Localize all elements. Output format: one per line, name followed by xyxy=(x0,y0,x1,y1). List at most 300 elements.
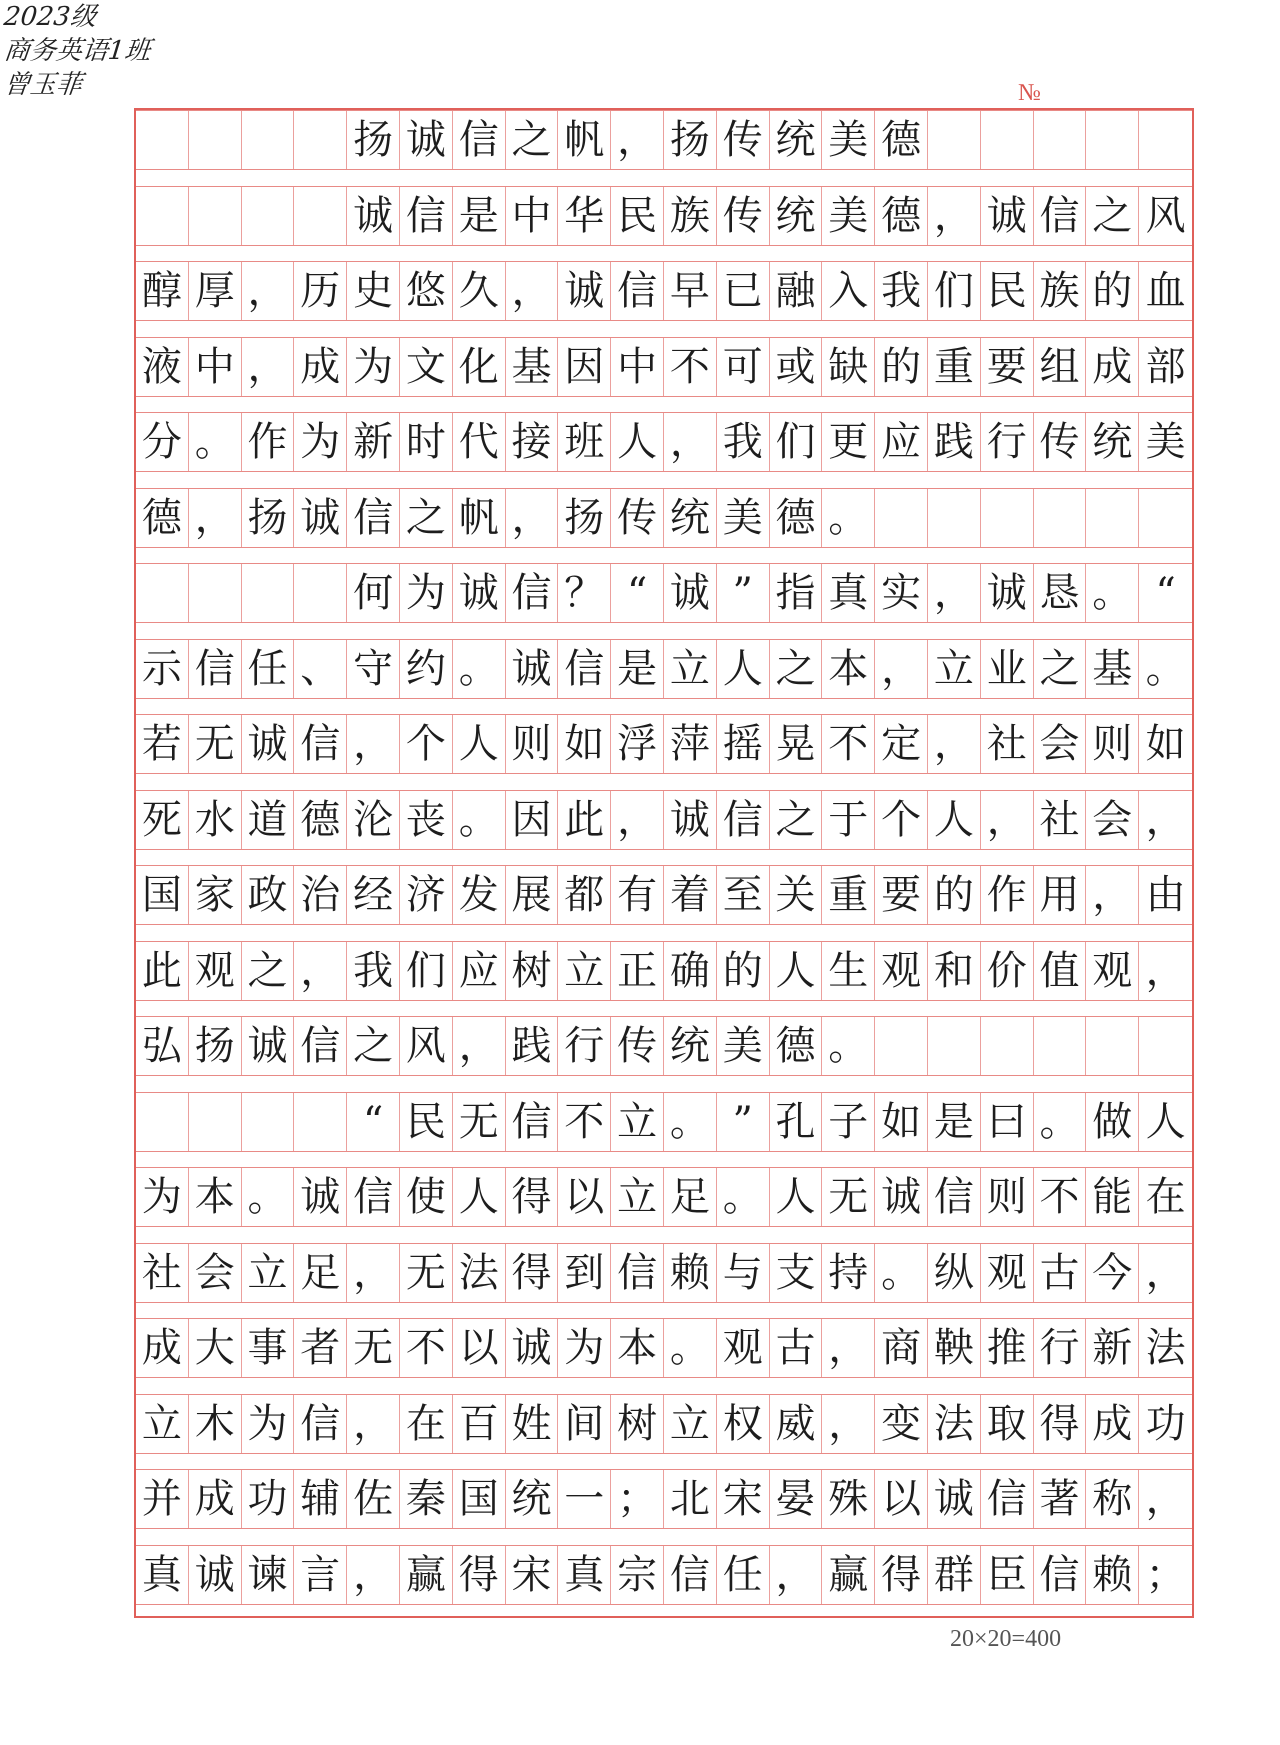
grid-cell: 诚 xyxy=(453,564,506,622)
grid-cell: 古 xyxy=(770,1319,823,1377)
grid-cell: 足 xyxy=(664,1168,717,1226)
grid-cell: 无 xyxy=(453,1093,506,1151)
grid-cell: 观 xyxy=(189,942,242,1000)
grid-cell: 重 xyxy=(822,866,875,924)
grid-cell: 由 xyxy=(1145,872,1186,918)
grid-cell: 如 xyxy=(1145,721,1186,767)
grid-cell: 言 xyxy=(294,1546,347,1604)
grid-cell: 液 xyxy=(136,338,189,396)
grid-cell: 之 xyxy=(400,489,453,547)
grid-cell: 可 xyxy=(717,338,770,396)
grid-cell: 为 xyxy=(242,1395,295,1453)
grid-cell: 风 xyxy=(1145,192,1186,239)
grid-cell: 做 xyxy=(1086,1093,1139,1151)
grid-cell: 诚 xyxy=(506,1319,559,1377)
grid-cell: 扬 xyxy=(664,111,717,169)
grid-cell: ， xyxy=(822,1319,875,1377)
grid-cell: 实 xyxy=(875,564,928,622)
grid-cell: 诚 xyxy=(242,715,295,773)
grid-cell: 信 xyxy=(294,715,347,773)
grid-cell: 确 xyxy=(664,942,717,1000)
grid-cell xyxy=(1086,111,1139,169)
grid-cell: 诚 xyxy=(981,564,1034,622)
grid-cell: 观 xyxy=(981,1244,1034,1302)
grid-cell: 诚 xyxy=(189,1546,242,1604)
grid-cell: 民 xyxy=(611,187,664,245)
grid-cell: 族 xyxy=(1034,262,1087,320)
grid-cell: 诚 xyxy=(928,1470,981,1528)
grid-cell: 示 xyxy=(136,640,189,698)
grid-row xyxy=(136,261,1192,321)
grid-cell: ？ xyxy=(558,564,611,622)
grid-cell: 成 xyxy=(1086,1395,1139,1453)
grid-cell: 北 xyxy=(664,1470,717,1528)
grid-cell: 赖 xyxy=(664,1244,717,1302)
grid-cell: 作 xyxy=(981,866,1034,924)
grid-cell: 足 xyxy=(294,1244,347,1302)
grid-cell: 诚 xyxy=(294,489,347,547)
grid-cell: 扬 xyxy=(347,111,400,169)
grid-cell: 社 xyxy=(981,715,1034,773)
grid-cell: 族 xyxy=(664,187,717,245)
grid-cell: 得 xyxy=(875,1546,928,1604)
grid-cell xyxy=(189,1093,242,1151)
grid-cell: 会 xyxy=(1086,791,1139,849)
grid-cell: 为 xyxy=(136,1168,189,1226)
grid-cell: 之 xyxy=(347,1017,400,1075)
grid-cell: 。 xyxy=(664,1319,717,1377)
grid-cell: 百 xyxy=(453,1395,506,1453)
grid-cell: ” xyxy=(717,564,770,622)
grid-cell: ， xyxy=(1086,866,1139,924)
grid-cell: 定 xyxy=(875,715,928,773)
grid-cell: 丧 xyxy=(400,791,453,849)
grid-cell: 任 xyxy=(242,640,295,698)
grid-row xyxy=(136,563,1192,623)
grid-cell: 。 xyxy=(242,1168,295,1226)
grid-cell xyxy=(1139,111,1192,169)
grid-cell xyxy=(189,187,242,245)
grid-cell: 应 xyxy=(453,942,506,1000)
grid-cell: 则 xyxy=(1086,715,1139,773)
grid-cell: 臣 xyxy=(981,1546,1034,1604)
grid-cell: 得 xyxy=(506,1244,559,1302)
grid-cell xyxy=(1086,1017,1139,1075)
grid-cell: 立 xyxy=(611,1093,664,1151)
composition-grid xyxy=(134,108,1194,1618)
grid-cell: 晏 xyxy=(770,1470,823,1528)
grid-cell: 成 xyxy=(294,338,347,396)
grid-cell: 德 xyxy=(136,489,189,547)
grid-cell: 信 xyxy=(189,640,242,698)
grid-cell: 应 xyxy=(875,413,928,471)
grid-cell xyxy=(928,111,981,169)
grid-cell: 信 xyxy=(611,1244,664,1302)
grid-cell: 关 xyxy=(770,866,823,924)
grid-cell xyxy=(136,187,189,245)
grid-cell: 信 xyxy=(453,111,506,169)
grid-cell xyxy=(1034,489,1087,547)
grid-cell: 信 xyxy=(717,791,770,849)
grid-cell: 作 xyxy=(242,413,295,471)
grid-cell: 美 xyxy=(822,111,875,169)
grid-cell: 更 xyxy=(822,413,875,471)
grid-cell xyxy=(189,564,242,622)
grid-cell: ； xyxy=(1145,1551,1186,1598)
grid-cell: 曰 xyxy=(981,1093,1034,1151)
grid-cell: 业 xyxy=(981,640,1034,698)
grid-cell: 德 xyxy=(770,1017,823,1075)
sheet-number-mark: № xyxy=(1018,80,1041,106)
grid-cell: 传 xyxy=(1034,413,1087,471)
grid-cell: 能 xyxy=(1086,1168,1139,1226)
grid-cell: 传 xyxy=(717,111,770,169)
grid-row xyxy=(136,1545,1192,1605)
grid-cell: 经 xyxy=(347,866,400,924)
grid-cell: 真 xyxy=(822,564,875,622)
grid-row xyxy=(136,488,1192,548)
grid-row xyxy=(136,941,1192,1001)
grid-cell: ， xyxy=(611,111,664,169)
grid-cell: 信 xyxy=(1034,187,1087,245)
grid-cell: 信 xyxy=(347,489,400,547)
grid-cell xyxy=(1034,111,1087,169)
grid-cell: 。 xyxy=(875,1244,928,1302)
grid-cell: 已 xyxy=(717,262,770,320)
grid-cell: 要 xyxy=(875,866,928,924)
grid-cell: 法 xyxy=(453,1244,506,1302)
grid-cell: 化 xyxy=(453,338,506,396)
grid-row xyxy=(136,1469,1192,1529)
grid-cell xyxy=(1086,489,1139,547)
grid-cell: 德 xyxy=(770,489,823,547)
grid-cell: 因 xyxy=(506,791,559,849)
grid-cell: 树 xyxy=(506,942,559,1000)
grid-cell: 人 xyxy=(453,715,506,773)
grid-cell: 与 xyxy=(717,1244,770,1302)
grid-cell: 诚 xyxy=(664,564,717,622)
grid-cell: 萍 xyxy=(664,715,717,773)
grid-cell: 久 xyxy=(453,262,506,320)
grid-cell xyxy=(875,489,928,547)
grid-cell: ， xyxy=(347,1395,400,1453)
grid-cell: 无 xyxy=(347,1319,400,1377)
grid-cell: 任 xyxy=(717,1546,770,1604)
grid-cell: 信 xyxy=(294,1017,347,1075)
author-note xyxy=(4,0,194,102)
grid-cell: 何 xyxy=(347,564,400,622)
grid-cell: 约 xyxy=(400,640,453,698)
grid-cell: 成 xyxy=(136,1319,189,1377)
grid-cell: 、 xyxy=(294,640,347,698)
grid-cell: 我 xyxy=(875,262,928,320)
grid-cell: 。 xyxy=(1034,1093,1087,1151)
grid-cell: 中 xyxy=(611,338,664,396)
grid-cell: 得 xyxy=(506,1168,559,1226)
grid-cell: 德 xyxy=(875,111,928,169)
grid-cell xyxy=(981,489,1034,547)
grid-cell: 诚 xyxy=(347,187,400,245)
grid-row xyxy=(136,714,1192,774)
grid-cell: 。 xyxy=(822,489,875,547)
grid-cell: 真 xyxy=(136,1546,189,1604)
grid-row xyxy=(136,1092,1192,1152)
grid-cell: 此 xyxy=(136,942,189,1000)
grid-cell xyxy=(242,187,295,245)
grid-cell: 价 xyxy=(981,942,1034,1000)
grid-cell: 早 xyxy=(664,262,717,320)
grid-cell: 权 xyxy=(717,1395,770,1453)
grid-cell: 谏 xyxy=(242,1546,295,1604)
grid-cell: 新 xyxy=(347,413,400,471)
grid-cell: 法 xyxy=(1145,1325,1186,1371)
grid-cell: 并 xyxy=(136,1470,189,1528)
grid-cell: 立 xyxy=(242,1244,295,1302)
grid-cell xyxy=(294,1093,347,1151)
grid-cell: 基 xyxy=(506,338,559,396)
grid-cell: 诚 xyxy=(242,1017,295,1075)
grid-cell: 本 xyxy=(611,1319,664,1377)
grid-cell: 血 xyxy=(1145,268,1186,314)
grid-cell: 因 xyxy=(558,338,611,396)
grid-cell: 之 xyxy=(506,111,559,169)
grid-cell: 立 xyxy=(664,640,717,698)
grid-cell: 扬 xyxy=(242,489,295,547)
grid-cell: ， xyxy=(242,262,295,320)
grid-cell: 立 xyxy=(664,1395,717,1453)
grid-cell: 美 xyxy=(717,489,770,547)
grid-cell xyxy=(875,1017,928,1075)
grid-cell: 社 xyxy=(136,1244,189,1302)
grid-cell: 信 xyxy=(928,1168,981,1226)
grid-cell: 之 xyxy=(770,791,823,849)
grid-cell: 们 xyxy=(928,262,981,320)
grid-cell: 传 xyxy=(611,1017,664,1075)
grid-cell: 沦 xyxy=(347,791,400,849)
grid-cell xyxy=(294,187,347,245)
grid-cell: 以 xyxy=(875,1470,928,1528)
grid-cell: 浮 xyxy=(611,715,664,773)
grid-cell: 缺 xyxy=(822,338,875,396)
grid-cell: 使 xyxy=(400,1168,453,1226)
grid-cell: 恳 xyxy=(1034,564,1087,622)
grid-cell: 历 xyxy=(294,262,347,320)
grid-cell: 我 xyxy=(347,942,400,1000)
grid-cell: 信 xyxy=(558,640,611,698)
grid-row xyxy=(136,110,1192,170)
grid-cell xyxy=(242,111,295,169)
grid-cell: 不 xyxy=(558,1093,611,1151)
grid-row xyxy=(136,1318,1192,1378)
grid-cell: 宋 xyxy=(717,1470,770,1528)
grid-cell: 功 xyxy=(1145,1400,1186,1447)
grid-cell: 以 xyxy=(558,1168,611,1226)
grid-cell: 统 xyxy=(1086,413,1139,471)
grid-cell: 美 xyxy=(822,187,875,245)
grid-cell: 践 xyxy=(506,1017,559,1075)
grid-cell: ， xyxy=(347,715,400,773)
grid-cell: 立 xyxy=(136,1395,189,1453)
grid-cell: 赢 xyxy=(822,1546,875,1604)
grid-cell: ， xyxy=(928,187,981,245)
grid-cell: 值 xyxy=(1034,942,1087,1000)
grid-cell: 时 xyxy=(400,413,453,471)
grid-cell: 传 xyxy=(717,187,770,245)
grid-cell: 民 xyxy=(400,1093,453,1151)
grid-cell: 持 xyxy=(822,1244,875,1302)
grid-cell: 观 xyxy=(717,1319,770,1377)
grid-cell: 守 xyxy=(347,640,400,698)
grid-cell: 人 xyxy=(717,640,770,698)
grid-cell: 或 xyxy=(770,338,823,396)
grid-cell: 是 xyxy=(453,187,506,245)
grid-cell: 治 xyxy=(294,866,347,924)
grid-cell: 班 xyxy=(558,413,611,471)
grid-cell: 行 xyxy=(981,413,1034,471)
grid-cell: 济 xyxy=(400,866,453,924)
grid-cell: 传 xyxy=(611,489,664,547)
grid-cell: ， xyxy=(1145,1249,1186,1296)
grid-cell: “ xyxy=(1155,570,1176,616)
grid-cell: 本 xyxy=(189,1168,242,1226)
grid-cell xyxy=(981,111,1034,169)
grid-cell: ” xyxy=(717,1093,770,1151)
grid-cell: ， xyxy=(189,489,242,547)
grid-cell: 成 xyxy=(1086,338,1139,396)
grid-cell: 基 xyxy=(1086,640,1139,698)
grid-cell: 威 xyxy=(770,1395,823,1453)
grid-cell: 重 xyxy=(928,338,981,396)
grid-cell: 诚 xyxy=(400,111,453,169)
grid-cell: “ xyxy=(611,564,664,622)
grid-cell: 道 xyxy=(242,791,295,849)
grid-cell: 诚 xyxy=(981,187,1034,245)
grid-cell: 中 xyxy=(189,338,242,396)
grid-cell: 之 xyxy=(1086,187,1139,245)
grid-cell: 子 xyxy=(822,1093,875,1151)
grid-cell: 成 xyxy=(189,1470,242,1528)
grid-cell: ， xyxy=(822,1395,875,1453)
grid-cell: 中 xyxy=(506,187,559,245)
grid-cell: ， xyxy=(875,640,928,698)
grid-cell xyxy=(189,111,242,169)
grid-cell: 行 xyxy=(1034,1319,1087,1377)
grid-cell: 信 xyxy=(1034,1546,1087,1604)
grid-cell: ， xyxy=(294,942,347,1000)
grid-cell: 支 xyxy=(770,1244,823,1302)
grid-cell: ， xyxy=(242,338,295,396)
grid-cell: 摇 xyxy=(717,715,770,773)
grid-cell: 家 xyxy=(189,866,242,924)
grid-row xyxy=(136,1167,1192,1227)
grid-cell: 。 xyxy=(1145,645,1186,692)
grid-cell: 则 xyxy=(506,715,559,773)
grid-cell: 新 xyxy=(1086,1319,1139,1377)
grid-cell: 信 xyxy=(506,1093,559,1151)
grid-cell: 无 xyxy=(189,715,242,773)
grid-cell: 生 xyxy=(822,942,875,1000)
grid-cell: 死 xyxy=(136,791,189,849)
grid-cell: 诚 xyxy=(558,262,611,320)
grid-cell: 华 xyxy=(558,187,611,245)
grid-cell: 称 xyxy=(1086,1470,1139,1528)
grid-cell: 群 xyxy=(928,1546,981,1604)
grid-cell: 商 xyxy=(875,1319,928,1377)
grid-row xyxy=(136,1016,1192,1076)
grid-cell: 会 xyxy=(189,1244,242,1302)
grid-cell: ， xyxy=(506,262,559,320)
grid-cell: 德 xyxy=(875,187,928,245)
grid-cell: 诚 xyxy=(294,1168,347,1226)
grid-cell: 著 xyxy=(1034,1470,1087,1528)
grid-cell: 佐 xyxy=(347,1470,400,1528)
grid-cell: 之 xyxy=(770,640,823,698)
grid-cell: 是 xyxy=(611,640,664,698)
grid-cell: 们 xyxy=(770,413,823,471)
grid-cell: 如 xyxy=(875,1093,928,1151)
grid-cell: 姓 xyxy=(506,1395,559,1453)
grid-cell: 统 xyxy=(770,111,823,169)
grid-cell xyxy=(294,564,347,622)
grid-cell: 立 xyxy=(611,1168,664,1226)
grid-cell: 。 xyxy=(822,1017,875,1075)
grid-cell: 此 xyxy=(558,791,611,849)
grid-cell: “ xyxy=(347,1093,400,1151)
grid-cell: 为 xyxy=(294,413,347,471)
grid-cell: 人 xyxy=(1145,1098,1186,1145)
grid-cell: 若 xyxy=(136,715,189,773)
grid-cell: 立 xyxy=(928,640,981,698)
grid-cell: 。 xyxy=(717,1168,770,1226)
grid-cell: 行 xyxy=(558,1017,611,1075)
grid-cell: 为 xyxy=(400,564,453,622)
grid-cell: 扬 xyxy=(189,1017,242,1075)
grid-cell: 信 xyxy=(400,187,453,245)
grid-cell: 不 xyxy=(822,715,875,773)
grid-cell xyxy=(981,1017,1034,1075)
author-note-line: 商务英语1班 xyxy=(2,36,153,66)
grid-cell: 观 xyxy=(875,942,928,1000)
grid-cell xyxy=(928,489,981,547)
grid-cell: 们 xyxy=(400,942,453,1000)
grid-cell: 不 xyxy=(400,1319,453,1377)
grid-cell: 变 xyxy=(875,1395,928,1453)
grid-row xyxy=(136,1243,1192,1303)
grid-cell xyxy=(1034,1017,1087,1075)
grid-cell: 社 xyxy=(1034,791,1087,849)
grid-cell: 宋 xyxy=(506,1546,559,1604)
grid-cell: 鞅 xyxy=(928,1319,981,1377)
grid-cell: 不 xyxy=(1034,1168,1087,1226)
grid-cell: 推 xyxy=(981,1319,1034,1377)
grid-cell: 一 xyxy=(558,1470,611,1528)
grid-cell: 入 xyxy=(822,262,875,320)
grid-cell: 为 xyxy=(347,338,400,396)
grid-cell: 为 xyxy=(558,1319,611,1377)
grid-cell: ， xyxy=(506,489,559,547)
grid-cell: 今 xyxy=(1086,1244,1139,1302)
grid-cell xyxy=(1139,1017,1192,1075)
grid-cell: 会 xyxy=(1034,715,1087,773)
grid-cell: 信 xyxy=(981,1470,1034,1528)
grid-cell: 统 xyxy=(664,489,717,547)
grid-cell: ， xyxy=(1145,1476,1186,1522)
grid-cell: 木 xyxy=(189,1395,242,1453)
grid-cell: 辅 xyxy=(294,1470,347,1528)
grid-cell xyxy=(294,111,347,169)
grid-cell: ， xyxy=(1145,796,1186,843)
grid-cell: 着 xyxy=(664,866,717,924)
